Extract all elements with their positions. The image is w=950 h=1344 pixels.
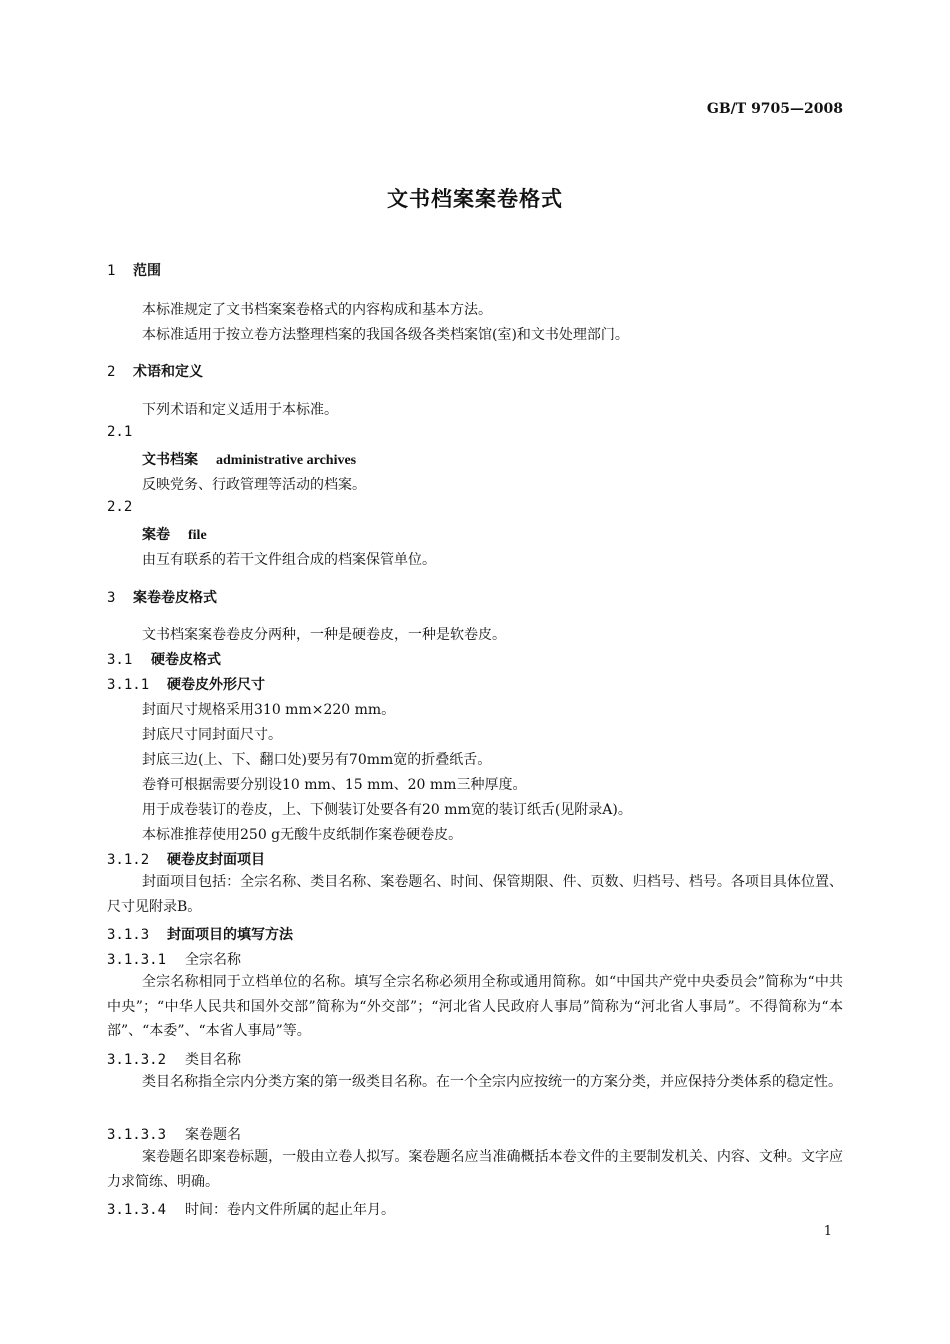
section-number: 3 [107, 590, 116, 606]
section-2-heading [107, 361, 203, 381]
clause-number: 3.1.3.3 [107, 1127, 167, 1143]
term-chinese: 案卷 [142, 527, 170, 543]
term-english: file [188, 528, 207, 543]
clause-title: 全宗名称 [185, 952, 241, 968]
term-entry [142, 524, 207, 544]
clause-title: 类目名称 [185, 1052, 241, 1068]
term-definition: 反映党务、行政管理等活动的档案。 [142, 477, 366, 493]
term-number: 2.1 [107, 424, 133, 440]
term-number: 2.2 [107, 499, 133, 515]
clause-heading [107, 1049, 241, 1069]
paragraph: 卷脊可根据需要分别设10 mm、15 mm、20 mm三种厚度。 [142, 777, 527, 793]
paragraph: 本标准规定了文书档案案卷格式的内容构成和基本方法。 [142, 302, 492, 318]
clause-title: 案卷题名 [185, 1127, 241, 1143]
section-3-heading [107, 587, 217, 607]
paragraph: 本标准推荐使用250 g无酸牛皮纸制作案卷硬卷皮。 [142, 827, 463, 843]
paragraph: 全宗名称相同于立档单位的名称。填写全宗名称必须用全称或通用简称。如“中国共产党中央委员会”简称为“中共中央”；“中华人民共和国外交部”简称为“外交部”；“河北省人民政府人事局”简称为“河北省人事局”。不得简称为“本部”、“本委”、“本省人事局”等。 [107, 974, 843, 1039]
paragraph: 文书档案案卷卷皮分两种，一种是硬卷皮，一种是软卷皮。 [142, 627, 506, 643]
paragraph: 用于成卷装订的卷皮，上、下侧装订处要各有20 mm宽的装订纸舌(见附录A)。 [142, 802, 632, 818]
section-title: 范围 [133, 263, 161, 279]
paragraph: 封底三边(上、下、翻口处)要另有70mm宽的折叠纸舌。 [142, 752, 492, 768]
clause-title: 时间：卷内文件所属的起止年月。 [185, 1202, 395, 1218]
subsection-heading [107, 924, 293, 944]
paragraph: 下列术语和定义适用于本标准。 [142, 402, 338, 418]
section-number: 1 [107, 263, 116, 279]
subsection-heading [107, 674, 265, 694]
term-entry [142, 449, 356, 469]
clause-heading [107, 1124, 241, 1144]
paragraph: 封面尺寸规格采用310 mm×220 mm。 [142, 702, 396, 718]
document-title: 文书档案案卷格式 [387, 187, 563, 211]
section-number: 2 [107, 364, 116, 380]
section-number: 3.1.2 [107, 852, 150, 868]
section-number: 3.1.3 [107, 927, 150, 943]
paragraph: 封面项目包括：全宗名称、类目名称、案卷题名、时间、保管期限、件、页数、归档号、档号。各项目具体位置、尺寸见附录B。 [107, 874, 843, 915]
section-number: 3.1.1 [107, 677, 150, 693]
section-title: 硬卷皮封面项目 [167, 852, 265, 868]
subsection-heading [107, 649, 221, 669]
section-title: 封面项目的填写方法 [167, 927, 293, 943]
term-english: administrative archives [216, 453, 357, 468]
clause-heading [107, 1199, 395, 1219]
term-definition: 由互有联系的若干文件组合成的档案保管单位。 [142, 552, 436, 568]
paragraph: 类目名称指全宗内分类方案的第一级类目名称。在一个全宗内应按统一的方案分类，并应保持分类体系的稳定性。 [142, 1074, 842, 1090]
clause-heading [107, 949, 241, 969]
term-chinese: 文书档案 [142, 452, 198, 468]
section-title: 硬卷皮格式 [151, 652, 221, 668]
paragraph: 封底尺寸同封面尺寸。 [142, 727, 282, 743]
section-title: 案卷卷皮格式 [133, 590, 217, 606]
section-title: 硬卷皮外形尺寸 [167, 677, 265, 693]
clause-number: 3.1.3.1 [107, 952, 167, 968]
paragraph: 本标准适用于按立卷方法整理档案的我国各级各类档案馆(室)和文书处理部门。 [142, 327, 629, 343]
section-title: 术语和定义 [133, 364, 203, 380]
paragraph: 案卷题名即案卷标题，一般由立卷人拟写。案卷题名应当准确概括本卷文件的主要制发机关、内容、文种。文字应力求简练、明确。 [107, 1149, 843, 1190]
page-number: 1 [823, 1224, 832, 1239]
section-number: 3.1 [107, 652, 133, 668]
standard-number: GB/T 9705—2008 [706, 101, 843, 117]
clause-number: 3.1.3.2 [107, 1052, 167, 1068]
clause-number: 3.1.3.4 [107, 1202, 167, 1218]
subsection-heading [107, 849, 265, 869]
section-1-heading [107, 260, 161, 280]
